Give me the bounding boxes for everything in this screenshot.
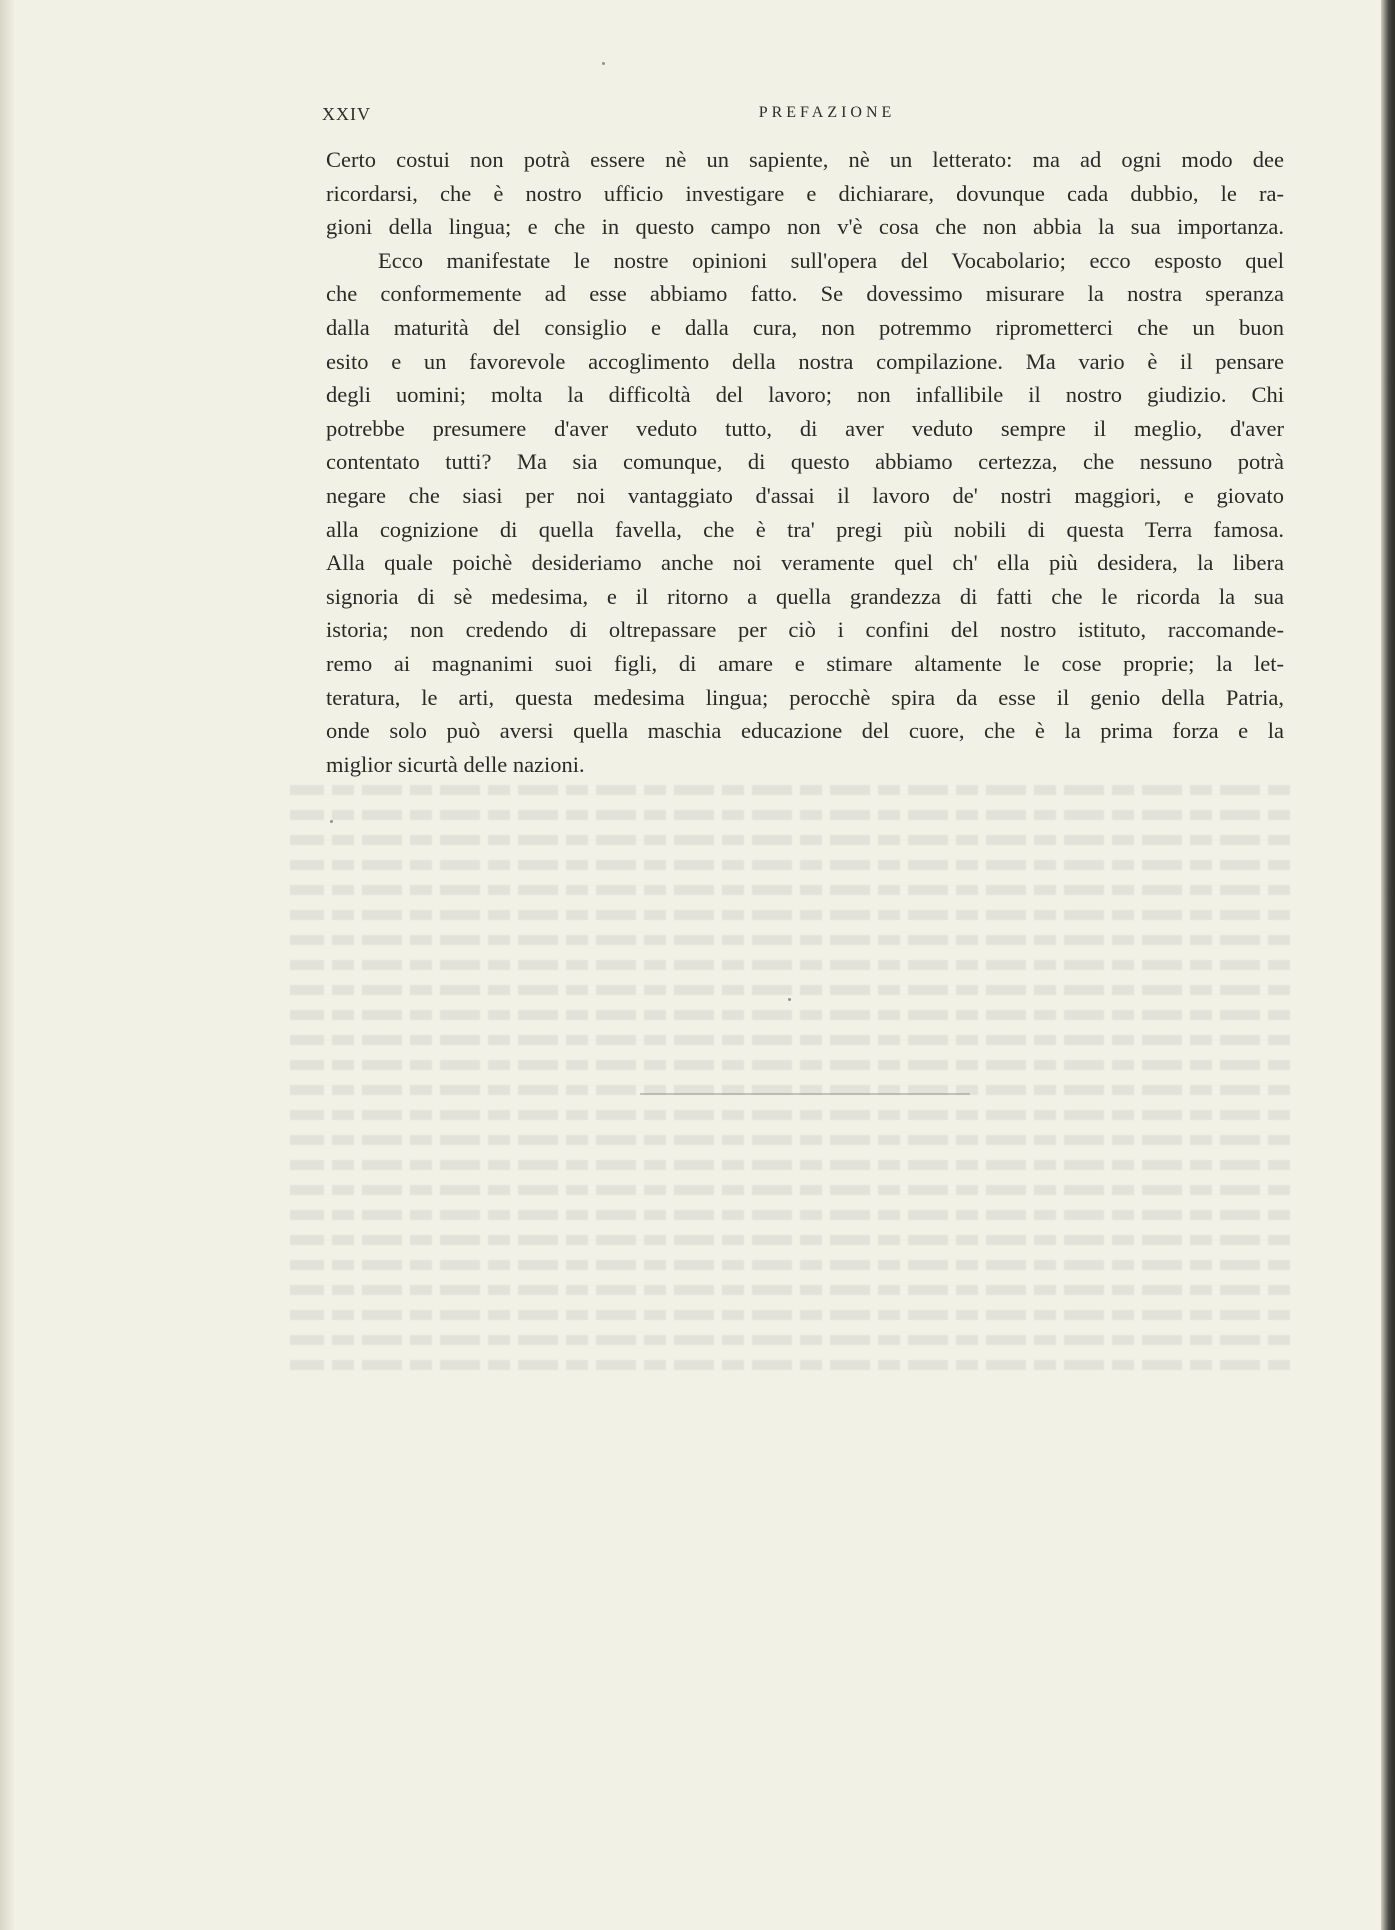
- paper-speck: [330, 820, 333, 823]
- page-binding-edge: [1381, 0, 1395, 1930]
- show-through-text: [290, 770, 1290, 1730]
- text-line: signoria di sè medesima, e il ritorno a quella grandezza di fatti che le ricorda la sua: [326, 583, 1284, 609]
- show-through-rule: [640, 1093, 970, 1095]
- body-text: [326, 143, 1284, 781]
- page-left-edge: [0, 0, 14, 1930]
- paper-speck: [788, 998, 791, 1001]
- page-number: XXIV: [322, 104, 371, 124]
- text-line: Ecco manifestate le nostre opinioni sull'opera del Vocabolario; ecco esposto quel: [378, 247, 1284, 273]
- text-line: esito e un favorevole accoglimento della nostra compilazione. Ma vario è il pensare: [326, 348, 1284, 374]
- text-line: Certo costui non potrà essere nè un sapiente, nè un letterato: ma ad ogni modo dee: [326, 147, 1284, 172]
- text-line: miglior sicurtà delle nazioni.: [326, 751, 585, 777]
- text-line: potrebbe presumere d'aver veduto tutto, di aver veduto sempre il meglio, d'aver: [326, 415, 1284, 441]
- text-line: teratura, le arti, questa medesima lingua; perocchè spira da esse il genio della Patria,: [326, 684, 1284, 710]
- text-line: degli uomini; molta la difficoltà del lavoro; non infallibile il nostro giudizio. Chi: [326, 382, 1284, 408]
- paper-speck: [602, 62, 605, 65]
- text-line: dalla maturità del consiglio e dalla cura, non potremmo riprometterci che un buon: [326, 314, 1284, 340]
- text-line: contentato tutti? Ma sia comunque, di questo abbiamo certezza, che nessuno potrà: [326, 449, 1284, 475]
- page-header: [322, 104, 1286, 130]
- text-line: Alla quale poichè desideriamo anche noi veramente quel ch' ella più desidera, la libera: [326, 550, 1284, 576]
- text-line: che conformemente ad esse abbiamo fatto. Se dovessimo misurare la nostra speranza: [326, 281, 1284, 307]
- text-line: istoria; non credendo di oltrepassare per ciò i confini del nostro istituto, raccomande-: [326, 617, 1284, 643]
- text-line: gioni della lingua; e che in questo campo non v'è cosa che non abbia la sua importanza.: [326, 214, 1284, 240]
- text-line: negare che siasi per noi vantaggiato d'assai il lavoro de' nostri maggiori, e giovato: [326, 482, 1284, 508]
- text-line: ricordarsi, che è nostro ufficio investigare e dichiarare, dovunque cada dubbio, le ra-: [326, 180, 1284, 206]
- text-line: onde solo può aversi quella maschia educazione del cuore, che è la prima forza e la: [326, 718, 1284, 744]
- running-head: PREFAZIONE: [758, 104, 896, 121]
- text-line: alla cognizione di quella favella, che è tra' pregi più nobili di questa Terra famosa.: [326, 516, 1284, 542]
- text-line: remo ai magnanimi suoi figli, di amare e stimare altamente le cose proprie; la let-: [326, 650, 1284, 676]
